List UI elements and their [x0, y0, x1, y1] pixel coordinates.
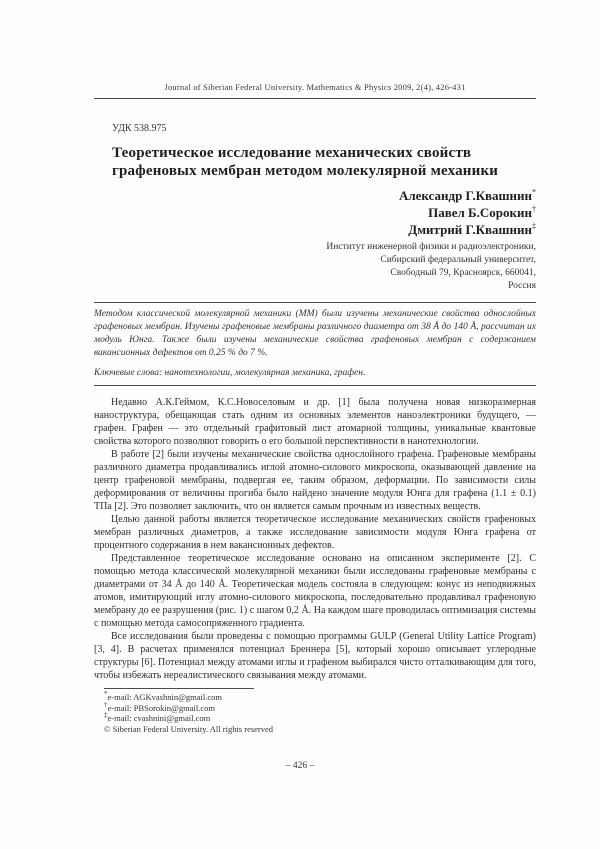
footnote-rule [104, 688, 254, 689]
author-name-text: Дмитрий Г.Квашнин [408, 222, 532, 237]
journal-header-line: Journal of Siberian Federal University. Mathematics & Physics 2009, 2(4), 426-431 [94, 82, 536, 99]
author-name-3 [94, 221, 536, 238]
footnote-text-3: e-mail: cvashnini@gmail.com [107, 713, 211, 723]
page-number: – 426 – [285, 761, 315, 771]
footnote-text-1: e-mail: AGKvashnin@gmail.com [107, 692, 223, 702]
udk-label: УДК 538.975 [112, 123, 167, 134]
body-paragraph-4: Представленное теоретическое исследование основано на описанном эксперименте [2]. С помощью метода классической молекулярной механики были исследованы графеновые мембраны с диаметрами от 34 Å до 140 Å. Теоретическая модель состояла в следующем: конус из неподвижных атомов, имитирующий иглу атомно-силового микроскопа, последовательно продавливал графеновую мембрану до ее разрушения (рис. 1) с шагом 0,2 Å. На каждом шаге проводилась оптимизация системы с помощью метода самосопряженного градиента. [94, 553, 536, 629]
footnote-mark-2: † [104, 700, 108, 709]
footnotes-block [104, 692, 536, 734]
footnote-email-2 [104, 700, 536, 714]
affiliation-block [94, 241, 536, 293]
author-mark-1: * [532, 187, 536, 197]
abstract-section [94, 302, 536, 386]
affiliation-line-3: Свободный 79, Красноярск, 660041, [390, 268, 536, 278]
author-mark-2: † [532, 204, 536, 214]
body-paragraph-3: Целью данной работы является теоретическое исследование механических свойств графеновых мембран различных диаметров, а также исследование зависимости модуля Юнга графена от процентного содержания в нем вакансионных дефектов. [94, 514, 536, 551]
footnote-text-4: © Siberian Federal University. All rights reserved [104, 723, 274, 734]
affiliation-line-2: Сибирский федеральный университет, [380, 255, 536, 265]
body-paragraph-5: Все исследования были проведены с помощью программы GULP (General Utility Lattice Program) [3, 4]. В расчетах применялся потенциал Бреннера [5], который хорошо описывает углеродные структуры [6]. Потенциал между атомами иглы и графеном выбирался чисто отталкивающим для того, чтобы избежать нереалистического связывания между атомами. [94, 631, 536, 681]
abstract-text: Методом классической молекулярной механики (ММ) были изучены механические свойства однослойных графеновых мембран. Изучены графеновые мембраны различного диаметра от 38 Å до 140 Å, рассчитан их модуль Юнга. Также были изучены механические свойства графеновых мембран с содержанием вакансионных дефектов от 0.25 % до 7 %. [94, 309, 536, 358]
footnote-email-3 [104, 713, 536, 724]
authors-block [94, 187, 536, 238]
article-body [94, 396, 536, 682]
footnote-mark-3: ‡ [104, 711, 108, 720]
author-name-text: Павел Б.Сорокин [428, 205, 532, 220]
affiliation-line-1: Институт инженерной физики и радиоэлектроники, [326, 242, 536, 252]
page-content [94, 82, 536, 734]
author-name-2 [94, 204, 536, 221]
footnote-mark-1: * [104, 690, 108, 699]
body-paragraph-2: В работе [2] были изучены механические свойства однослойного графена. Графеновые мембраны различного диаметра продавливались иглой атомно-силового микроскопа, оказывающей давление на центр графеновой мембраны, подвергая ее, таким образом, деформации. По зависимости силы деформирования от величины прогиба было найдено значение модуля Юнга для графена (1.1 ± 0.1) ТПа [2]. Это позволяет заключить, что он является самым прочным из известных веществ. [94, 449, 536, 512]
affiliation-line-4: Россия [508, 281, 536, 291]
footnote-email-1 [104, 692, 536, 703]
author-name-text: Александр Г.Квашнин [398, 188, 532, 203]
paper-title: Теоретическое исследование механических свойств графеновых мембран методом молекулярной механики [112, 145, 499, 179]
body-paragraph-1: Недавно А.К.Геймом, К.С.Новоселовым и др. [1] была получена новая низкоразмерная наноструктура, обещающая стать одним из основных элементов наноэлектроники будущего, — графен. Графен — это отдельный графитовый лист атомарной толщины, уникальные квантовые свойства которого позволяют говорить о его большой перспективности в нанотехнологии. [94, 397, 536, 447]
footnote-text-2: e-mail: PBSorokin@gmail.com [107, 702, 215, 713]
footnote-copyright [104, 724, 536, 735]
author-name-1 [94, 187, 536, 204]
author-mark-3: ‡ [532, 221, 536, 231]
keywords-line: Ключевые слова: нанотехнологии, молекулярная механика, графен. [94, 368, 366, 378]
